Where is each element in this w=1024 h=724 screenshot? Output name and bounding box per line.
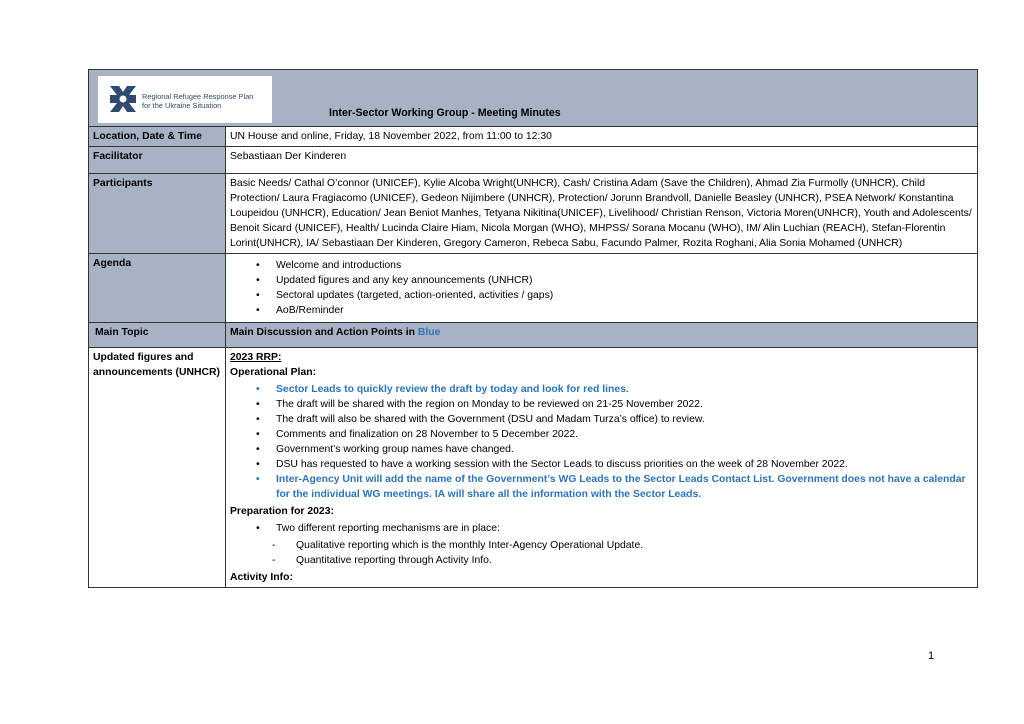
agenda-value xyxy=(226,254,978,323)
participants-value: Basic Needs/ Cathal O’connor (UNICEF), Kylie Alcoba Wright(UNHCR), Cash/ Cristina Adam (Save the Children), Ahmad Zia Furmolly (UNHCR), Child Protection/ Laura Fragiacomo (UNICEF), Gedeon Nijimbere (UNHCR), Protection/ Jorunn Brandvoll, Danielle Beasley (UNHCR), PSEA Network/ Konstantina Loupeidou (UNHCR), Education/ Jean Beniot Manhes, Tetyana Nikitina(UNICEF), Livelihood/ Christian Renson, Victoria Moren(UNHCR), Youth and Adolescents/ Benoit Sicard (UNICEF), Health/ Lucinda Claire Hiam, Nicola Morgan (WHO), MHPSS/ Sorana Mocanu (WHO), IM/ Alin Luchian (REACH), Stefan-Florentin Lorint(UNHCR), IA/ Sebastiaan Der Kinderen, Gregory Cameron, Rebeca Sabu, Facundo Palmer, Rozita Roghani, Alia Sonia Mohamed (UNHCR) xyxy=(226,174,978,254)
prep-sublist xyxy=(230,538,973,568)
list-item: • Updated figures and any key announcements (UNHCR) xyxy=(276,273,973,288)
main-topic-label: Main Topic xyxy=(89,323,226,348)
logo-line-1: Regional Refugee Response Plan xyxy=(142,92,254,101)
rrp-heading: 2023 RRP: xyxy=(230,352,282,363)
list-item: • The draft will also be shared with the Government (DSU and Madam Turza’s office) to review. xyxy=(276,412,973,427)
page-number: 1 xyxy=(928,650,935,662)
location-label: Location, Date & Time xyxy=(89,127,226,147)
main-topic-text: Main Discussion and Action Points in xyxy=(230,327,418,338)
list-item: • Comments and finalization on 28 November to 5 December 2022. xyxy=(276,427,973,442)
location-value: UN House and online, Friday, 18 November 2022, from 11:00 to 12:30 xyxy=(226,127,978,147)
main-topic-blue: Blue xyxy=(417,327,441,338)
minutes-table xyxy=(88,69,978,588)
prep-list xyxy=(230,521,973,536)
list-item: • Two different reporting mechanisms are in place: xyxy=(276,521,973,536)
list-item: • Government’s working group names have changed. xyxy=(276,442,973,457)
list-item: • AoB/Reminder xyxy=(276,303,973,318)
list-item: • DSU has requested to have a working session with the Sector Leads to discuss priorities on the week of 28 November 2022. xyxy=(276,457,973,472)
facilitator-value: Sebastiaan Der Kinderen xyxy=(226,147,978,174)
list-item: - Qualitative reporting which is the monthly Inter-Agency Operational Update. xyxy=(296,538,973,553)
header-cell xyxy=(89,70,978,127)
main-topic-value xyxy=(226,323,978,348)
updated-figures-label: Updated figures and announcements (UNHCR) xyxy=(89,348,226,588)
logo-line-2: for the Ukraine Situation xyxy=(142,101,222,110)
list-item: • The draft will be shared with the region on Monday to be reviewed on 21-25 November 2022. xyxy=(276,397,973,412)
document-title: Inter-Sector Working Group - Meeting Minutes xyxy=(329,107,561,119)
list-item: - Quantitative reporting through Activity Info. xyxy=(296,553,973,568)
logo xyxy=(98,76,272,123)
rrp-logo-icon xyxy=(108,84,138,114)
participants-label: Participants xyxy=(89,174,226,254)
list-item: • Sectoral updates (targeted, action-oriented, activities / gaps) xyxy=(276,288,973,303)
logo-text xyxy=(142,92,253,110)
list-item: • Sector Leads to quickly review the draft by today and look for red lines. xyxy=(276,382,973,397)
activity-heading: Activity Info: xyxy=(230,572,293,583)
agenda-list xyxy=(230,258,973,318)
prep-heading: Preparation for 2023: xyxy=(230,506,334,517)
op-plan-list xyxy=(230,382,973,502)
agenda-label: Agenda xyxy=(89,254,226,323)
facilitator-label: Facilitator xyxy=(89,147,226,174)
list-item: • Welcome and introductions xyxy=(276,258,973,273)
list-item: • Inter-Agency Unit will add the name of the Government’s WG Leads to the Sector Leads Contact List. Government does not have a calendar for the individual WG meetings. IA will share all the information with the Sector Leads. xyxy=(276,472,973,502)
updated-figures-value xyxy=(226,348,978,588)
op-plan-heading: Operational Plan: xyxy=(230,367,317,378)
